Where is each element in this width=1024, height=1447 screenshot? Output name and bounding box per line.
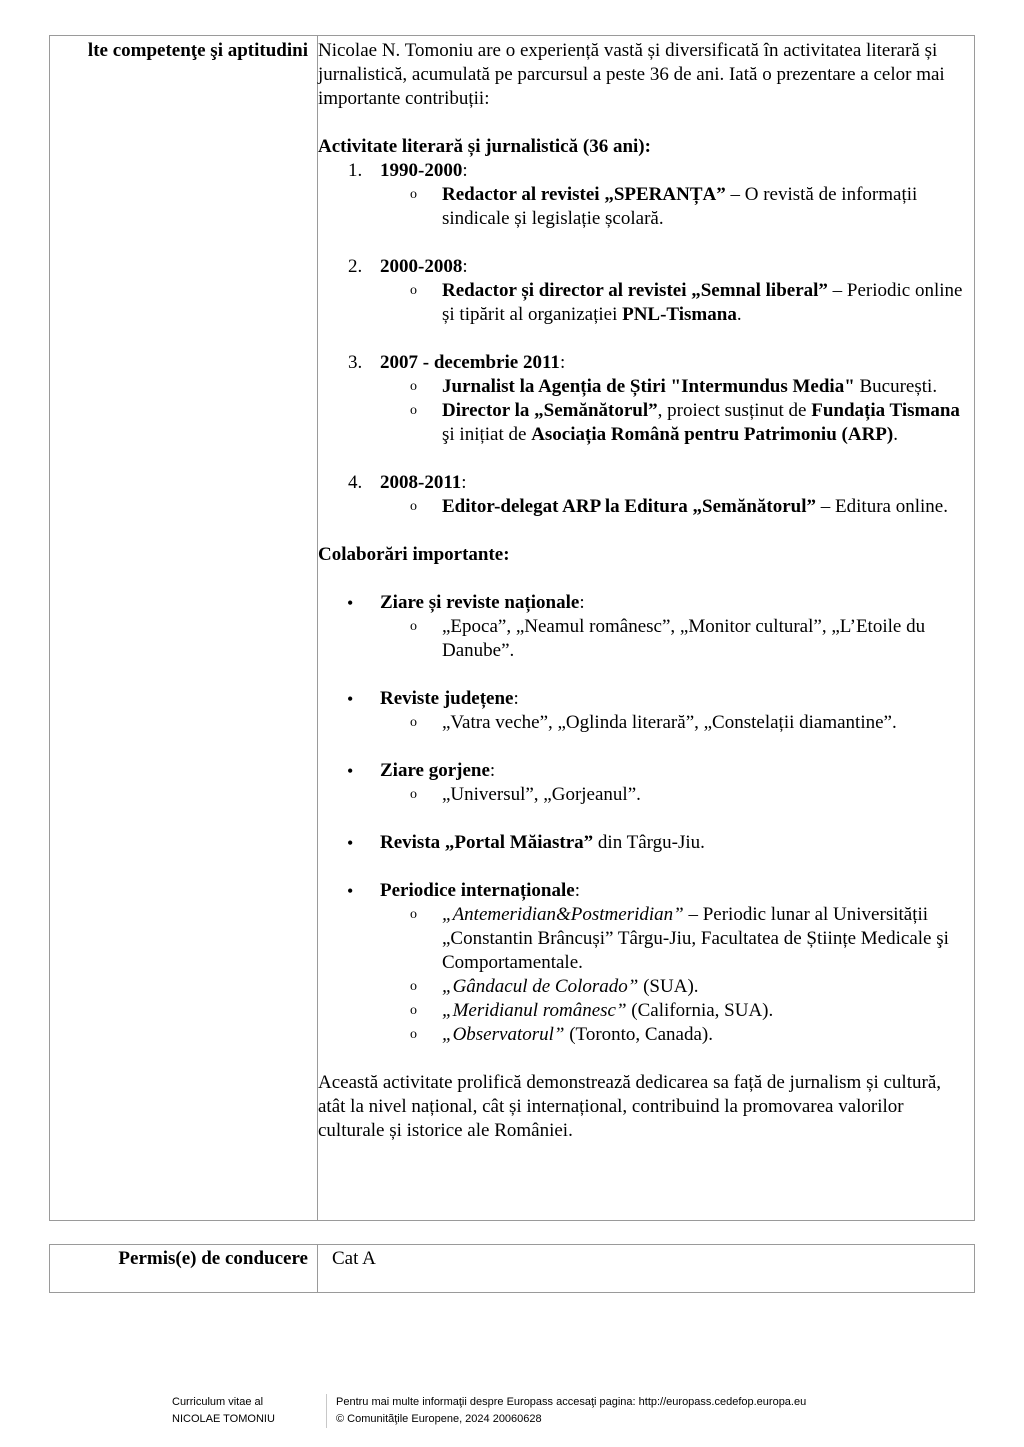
footer-right-line: © Comunitãţile Europene, 2024 20060628 [336,1413,542,1425]
list-item: • Periodice internaționale: [347,880,580,901]
list-item: o „Gândacul de Colorado” (SUA). [410,976,699,997]
list-item: o „Epoca”, „Neamul românesc”, „Monitor cultural”, „L’Etoile du Danube”. [410,616,926,661]
section-content [318,39,972,1143]
list-item: o „Vatra veche”, „Oglinda literară”, „Constelații diamantine”. [410,712,897,733]
footer-divider [326,1394,327,1428]
list-item: o Redactor al revistei „SPERANȚA” – O revistă de informații sindicale și legislație școlară. [410,184,918,229]
list-item: o Jurnalist la Agenția de Știri "Intermundus Media" București. [410,376,938,397]
footer-cv-owner [172,1394,312,1428]
section-label: lte competenţe şi aptitudini [87,40,308,61]
intro-paragraph: Nicolae N. Tomoniu are o experiență vastă și diversificată în activitatea literară și jurnalistică, acumulată pe parcursul a peste 36 de ani. Iată o prezentare a celor mai importante contribuții: [318,40,945,109]
list-item: o Redactor și director al revistei „Semnal liberal” – Periodic online și tipărit al organizației PNL-Tismana. [410,280,963,325]
conclusion-paragraph: Această activitate prolifică demonstrează dedicarea sa față de jurnalism și cultură, atât la nivel național, cât și internațional, contribuind la promovarea valorilor culturale și istorice ale României. [318,1072,942,1141]
driving-license-section [49,1244,975,1293]
footer-left-line: NICOLAE TOMONIU [172,1413,275,1425]
list-item: o „Observatorul” (Toronto, Canada). [410,1024,713,1045]
list-item: • Revista „Portal Măiastra” din Târgu-Jiu. [347,832,705,853]
list-item: 3. 2007 - decembrie 2011: [348,352,566,373]
list-item: o „Universul”, „Gorjeanul”. [410,784,641,805]
column-divider [317,1245,318,1292]
list-item: • Reviste județene: [347,688,519,709]
list-item: o Director la „Semănătorul”, proiect susținut de Fundația Tismana şi inițiat de Asociația Română pentru Patrimoniu (ARP). [410,400,960,445]
list-item: o „Antemeridian&Postmeridian” – Periodic lunar al Universității „Constantin Brâncuși” Târgu-Jiu, Facultatea de Științe Medicale şi Comportamentale. [410,904,949,973]
driving-license-value: Cat A [332,1248,376,1269]
footer-right-line: Pentru mai multe informaţii despre Europass accesaţi pagina: http://europass.cedefop.europa.eu [336,1396,807,1408]
footer-europass-info [336,1394,806,1428]
collab-heading: Colaborări importante: [318,544,510,565]
list-item: o Editor-delegat ARP la Editura „Semănătorul” – Editura online. [410,496,948,517]
list-item: o „Meridianul românesc” (California, SUA). [410,1000,774,1021]
section-label: Permis(e) de conducere [118,1248,308,1269]
list-item: • Ziare și reviste naționale: [347,592,585,613]
list-item: • Ziare gorjene: [347,760,496,781]
list-item: 2. 2000-2008: [348,256,468,277]
list-item: 1. 1990-2000: [348,160,468,181]
activity-heading: Activitate literară și jurnalistică (36 ani): [318,136,651,157]
skills-section [49,35,975,1221]
footer-left-line: Curriculum vitae al [172,1396,264,1408]
list-item: 4. 2008-2011: [348,472,467,493]
